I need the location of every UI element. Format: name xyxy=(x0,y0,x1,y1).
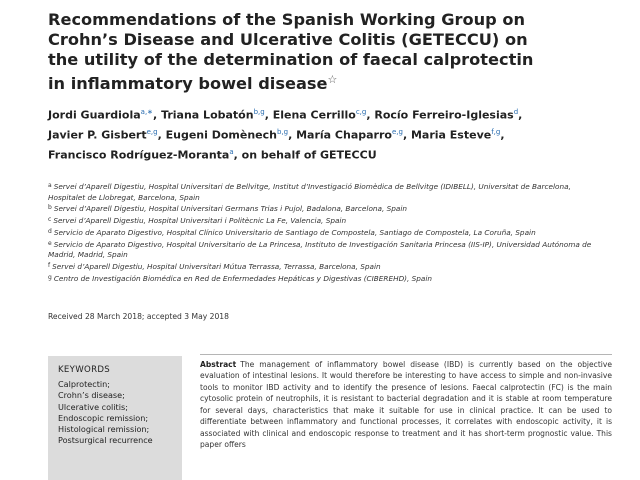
keyword-item: Ulcerative colitis; xyxy=(58,401,128,412)
title-line-text: in inflammatory bowel disease xyxy=(48,74,328,93)
affiliation-item xyxy=(48,261,608,273)
affiliation-marker: g xyxy=(48,273,52,281)
keyword-item: Histological remission; xyxy=(58,424,150,435)
footnote-star-icon[interactable]: ☆ xyxy=(327,73,338,86)
affiliation-text: Servicio de Aparato Digestivo, Hospital Clínico Universitario de Santiago de Compostela, Santiago de Compostela, La Coruña, Spain xyxy=(53,227,536,237)
author-affiliation-marker[interactable]: e,g xyxy=(391,128,403,137)
abstract-text: The management of inflammatory bowel disease (IBD) is currently based on the objective evaluation of intestinal lesions. It would therefore be interesting to have access to simple and non-invasive tools to monitor IBD activity and to identify the presence of lesions. Faecal calprotectin (FC) is the main cytosolic protein of neutrophils, it is resistant to bacterial degradation and it is stable at room temperature for several days, characteristics that make it suitable for use in clinical practice. It can be used to differentiate between inflammatory and functional processes, it correlates with endoscopic activity, it is associated with clinical and endoscopic response to treatment and it has short-term prognostic value. This paper offers xyxy=(200,360,612,450)
author-list-suffix: , on behalf of GETECCU xyxy=(233,148,377,162)
keywords-heading: KEYWORDS xyxy=(58,365,111,375)
keyword-item: Calprotectin; xyxy=(58,379,110,389)
keywords-list xyxy=(58,379,176,447)
article-title xyxy=(48,10,608,94)
abstract-section xyxy=(200,359,612,451)
author-name[interactable]: Francisco Rodríguez-Moranta xyxy=(48,148,230,162)
title-line xyxy=(48,70,608,94)
keyword-item: Endoscopic remission; xyxy=(58,412,149,423)
author-affiliation-marker[interactable]: c,g xyxy=(355,108,367,116)
affiliation-item xyxy=(48,215,608,227)
affiliation-marker: c xyxy=(48,216,52,224)
received-date: Received 28 March 2018; accepted 3 May 2018 xyxy=(48,312,229,321)
author-affiliation-marker[interactable]: b,g xyxy=(276,128,289,137)
title-line: Recommendations of the Spanish Working Group on xyxy=(48,10,526,29)
affiliation-marker: d xyxy=(48,227,52,235)
author-affiliation-marker[interactable]: a,∗ xyxy=(140,108,154,116)
title-line: the utility of the determination of faecal calprotectin xyxy=(48,50,534,69)
author-list: Jordi Guardiola$^{a,∗}$, Triana Lobatón$^{b,g}$, Elena Cerrillo$^{c,g}$, Rocío Ferreiro-Iglesias$^d$, Javier P. Gisbert$^{e,g}$, Eugeni Domènech$^{b,g}$, María Chaparro$^{e,g}$, Maria Esteve$^{f,g}$, Francisco Rodríguez-Moranta$^a$, on behalf of GETECCU xyxy=(48,108,523,162)
affiliation-item xyxy=(48,239,608,261)
author-name[interactable]: María Chaparro xyxy=(296,128,392,142)
author-name[interactable]: Triana Lobatón xyxy=(161,108,254,122)
affiliation-list xyxy=(48,181,608,284)
keywords-panel xyxy=(48,356,182,480)
affiliation-item xyxy=(48,181,608,203)
abstract-divider xyxy=(200,354,612,355)
author-name[interactable]: Javier P. Gisbert xyxy=(48,128,147,142)
author-name[interactable]: Maria Esteve xyxy=(410,128,492,142)
affiliation-marker: b xyxy=(48,204,52,212)
author-affiliation-marker[interactable]: e,g xyxy=(146,128,158,137)
affiliation-text: Servei d’Aparell Digestiu, Hospital Universitari Mútua Terrassa, Terrassa, Barcelona, Spain xyxy=(52,261,381,271)
title-line: Crohn’s Disease and Ulcerative Colitis (GETECCU) on xyxy=(48,30,528,49)
affiliation-marker: a xyxy=(48,182,52,189)
affiliation-item xyxy=(48,273,608,285)
author-affiliation-marker[interactable]: f,g xyxy=(491,128,501,137)
keyword-item: Crohn’s disease; xyxy=(58,390,125,401)
affiliation-item xyxy=(48,203,608,215)
affiliation-text: Servei d’Aparell Digestiu, Hospital Universitari i Politècnic La Fe, Valencia, Spain xyxy=(53,216,347,226)
keyword-item: Postsurgical recurrence xyxy=(58,435,153,446)
affiliation-marker: f xyxy=(48,261,51,269)
abstract-label: Abstract xyxy=(200,360,237,369)
author-name[interactable]: Eugeni Domènech xyxy=(165,128,277,142)
author-affiliation-marker[interactable]: a xyxy=(229,148,234,157)
author-name[interactable]: Rocío Ferreiro-Iglesias xyxy=(374,108,514,122)
affiliation-marker: e xyxy=(48,239,52,247)
author-affiliation-marker[interactable]: b,g xyxy=(253,108,265,116)
affiliation-text: Servei d’Aparell Digestiu, Hospital Universitari Germans Trias i Pujol, Badalona, Barcelona, Spain xyxy=(53,204,408,214)
affiliation-text: Servei d’Aparell Digestiu, Hospital Universitari de Bellvitge, Institut d’Investigació Biomèdica de Bellvitge (IDIBELL), Universitat de Barcelona, Hospitalet de Llobregat, Barcelona, Spain xyxy=(48,182,571,202)
affiliation-text: Servicio de Aparato Digestivo, Hospital Universitario de La Princesa, Instituto de Investigación Sanitaria Princesa (IIS-IP), Universidad Autónoma de Madrid, Madrid, Spain xyxy=(48,239,592,260)
affiliation-text: Centro de Investigación Biomédica en Red de Enfermedades Hepáticas y Digestivas (CIBEREHD), Spain xyxy=(53,273,433,283)
author-name[interactable]: Jordi Guardiola xyxy=(48,108,141,122)
author-name[interactable]: Elena Cerrillo xyxy=(272,108,356,122)
affiliation-item xyxy=(48,227,608,239)
author-affiliation-marker[interactable]: d xyxy=(513,108,519,116)
